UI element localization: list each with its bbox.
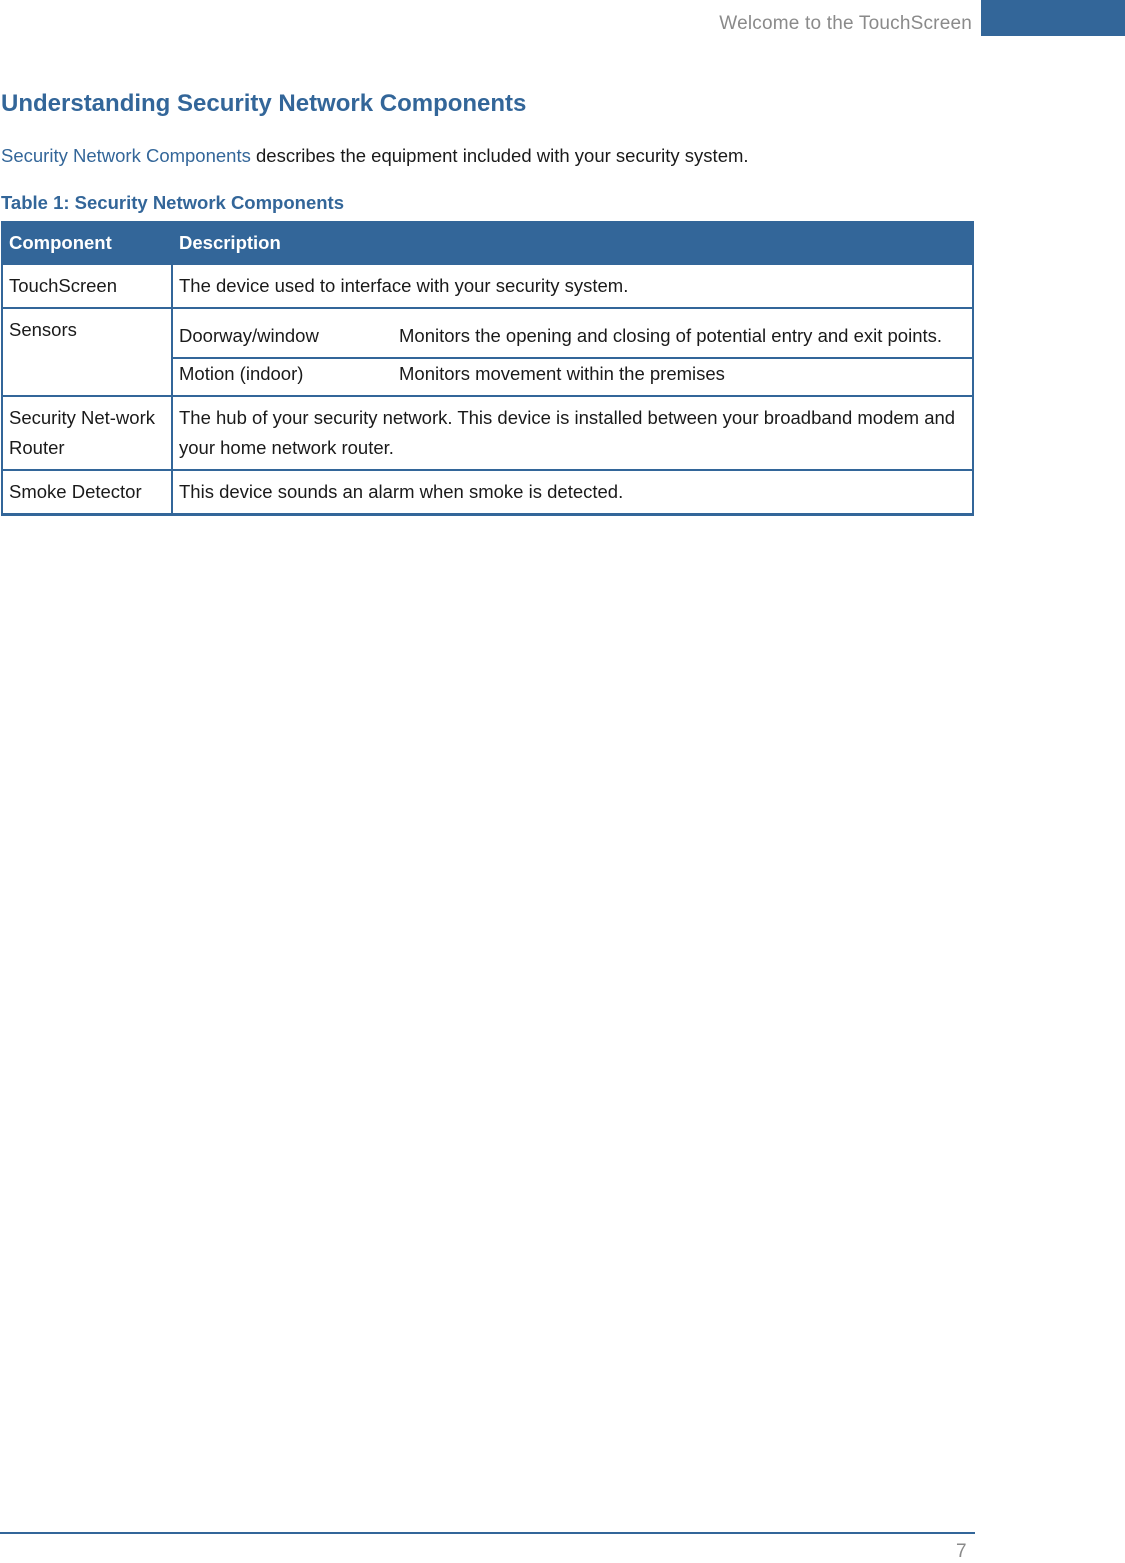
components-table — [1, 221, 974, 516]
running-header-title: Welcome to the TouchScreen — [719, 13, 972, 34]
intro-text: describes the equipment included with your security system. — [250, 145, 749, 166]
table-cross-reference-link[interactable]: Security Network Components — [1, 145, 251, 166]
component-cell: TouchScreen — [2, 264, 172, 308]
component-cell: Security Net-work Router — [2, 396, 172, 470]
header-component: Component — [2, 222, 172, 264]
sensor-subrow — [173, 357, 972, 389]
page-number: 7 — [956, 1541, 967, 1562]
footer-rule — [0, 1532, 975, 1534]
table-row — [2, 396, 973, 470]
sensor-description: Monitors movement within the premises — [399, 363, 725, 384]
table-row — [2, 470, 973, 515]
description-cell: This device sounds an alarm when smoke is detected. — [172, 470, 973, 515]
header-color-tab — [981, 0, 1125, 36]
header-description: Description — [172, 222, 973, 264]
table-row — [2, 264, 973, 308]
description-cell: The device used to interface with your security system. — [172, 264, 973, 308]
section-heading: Understanding Security Network Components — [1, 90, 527, 117]
intro-paragraph — [1, 145, 749, 167]
component-cell: Smoke Detector — [2, 470, 172, 515]
table-header-row — [2, 222, 973, 264]
sensor-type: Doorway/window — [179, 325, 319, 346]
sensor-description: Monitors the opening and closing of potential entry and exit points. — [399, 325, 943, 346]
component-cell: Sensors — [2, 308, 172, 396]
sensor-subrow — [179, 315, 966, 357]
sensor-type: Motion (indoor) — [179, 363, 304, 384]
sensor-subtable — [172, 308, 973, 396]
table-caption: Table 1: Security Network Components — [1, 192, 344, 213]
table-row — [2, 308, 973, 396]
description-cell: The hub of your security network. This device is installed between your broadband modem and your home network router. — [172, 396, 973, 470]
